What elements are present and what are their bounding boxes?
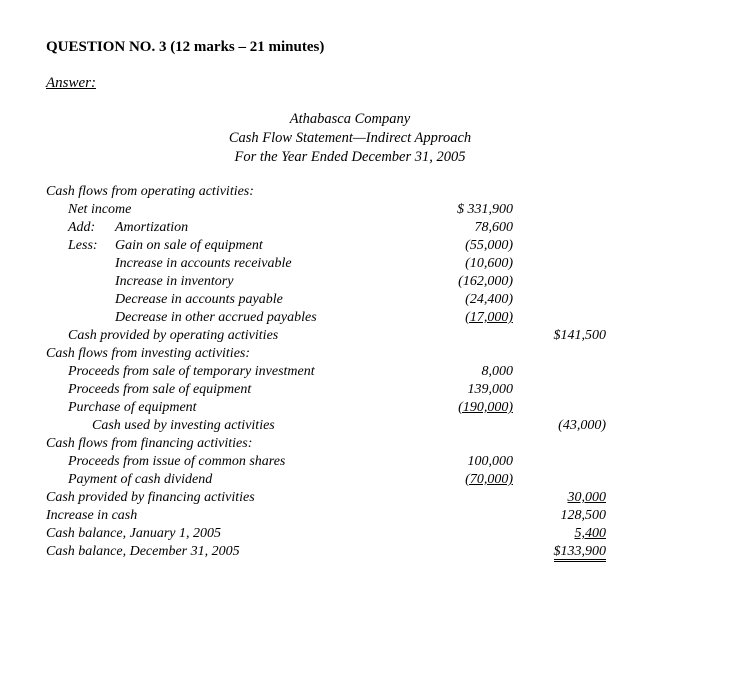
statement-row xyxy=(0,238,736,256)
statement-row xyxy=(0,220,736,238)
subtotal-row xyxy=(0,328,736,346)
row-prefix: Less: xyxy=(68,238,98,253)
row-amount: 100,000 xyxy=(467,454,513,469)
statement-titles xyxy=(0,110,700,167)
row-label: Proceeds from sale of temporary investment xyxy=(68,364,315,379)
statement-row xyxy=(0,202,736,220)
row-label: Increase in inventory xyxy=(115,274,234,289)
statement-row xyxy=(0,508,736,526)
row-amount: 139,000 xyxy=(467,382,513,397)
row-amount: (190,000) xyxy=(458,400,513,415)
row-total: $133,900 xyxy=(554,544,607,562)
row-total: 30,000 xyxy=(567,490,606,505)
question-heading: QUESTION NO. 3 (12 marks – 21 minutes) xyxy=(46,39,325,55)
row-amount: (55,000) xyxy=(465,238,513,253)
statement-row xyxy=(0,292,736,310)
row-label: Proceeds from sale of equipment xyxy=(68,382,252,397)
statement-row xyxy=(0,274,736,292)
row-label: Cash balance, January 1, 2005 xyxy=(46,526,221,541)
row-label: Purchase of equipment xyxy=(68,400,197,415)
statement-row xyxy=(0,310,736,328)
statement-row xyxy=(0,472,736,490)
row-label: Amortization xyxy=(115,220,189,235)
row-total: (43,000) xyxy=(558,418,606,433)
row-label: Increase in accounts receivable xyxy=(115,256,292,271)
row-label: Proceeds from issue of common shares xyxy=(68,454,286,469)
statement-row xyxy=(0,382,736,400)
row-amount: 8,000 xyxy=(481,364,513,379)
statement-name: Cash Flow Statement—Indirect Approach xyxy=(228,130,472,146)
row-prefix: Add: xyxy=(68,220,96,235)
statement-row xyxy=(0,454,736,472)
row-label: Net income xyxy=(68,202,132,217)
row-amount: (10,600) xyxy=(465,256,513,271)
row-amount: (70,000) xyxy=(465,472,513,487)
statement-row xyxy=(0,526,736,544)
row-total: 5,400 xyxy=(574,526,606,541)
row-label: Decrease in other accrued payables xyxy=(115,310,317,325)
section-header-financing xyxy=(0,436,736,454)
row-amount: $ 331,900 xyxy=(457,202,513,217)
cash-flow-statement xyxy=(0,184,736,562)
row-label: Cash flows from operating activities: xyxy=(46,184,254,199)
subtotal-row xyxy=(0,490,736,508)
row-label: Cash flows from investing activities: xyxy=(46,346,251,361)
answer-label: Answer: xyxy=(46,75,96,91)
row-total: $141,500 xyxy=(553,328,606,343)
row-amount: (17,000) xyxy=(465,310,513,325)
row-label: Cash balance, December 31, 2005 xyxy=(46,544,240,559)
statement-period: For the Year Ended December 31, 2005 xyxy=(234,149,466,165)
row-amount: (24,400) xyxy=(465,292,513,307)
row-label: Payment of cash dividend xyxy=(68,472,213,487)
statement-row xyxy=(0,364,736,382)
total-row xyxy=(0,544,736,562)
row-label: Decrease in accounts payable xyxy=(115,292,283,307)
section-header-operating xyxy=(0,184,736,202)
row-label: Cash provided by financing activities xyxy=(46,490,255,505)
row-total: 128,500 xyxy=(560,508,606,523)
company-name: Athabasca Company xyxy=(289,111,411,127)
row-label: Cash flows from financing activities: xyxy=(46,436,253,451)
row-amount: (162,000) xyxy=(458,274,513,289)
row-amount: 78,600 xyxy=(474,220,513,235)
section-header-investing xyxy=(0,346,736,364)
row-label: Gain on sale of equipment xyxy=(115,238,263,253)
row-label: Cash provided by operating activities xyxy=(68,328,279,343)
row-label: Cash used by investing activities xyxy=(92,418,275,433)
row-label: Increase in cash xyxy=(46,508,138,523)
statement-row xyxy=(0,256,736,274)
subtotal-row xyxy=(0,418,736,436)
statement-row xyxy=(0,400,736,418)
